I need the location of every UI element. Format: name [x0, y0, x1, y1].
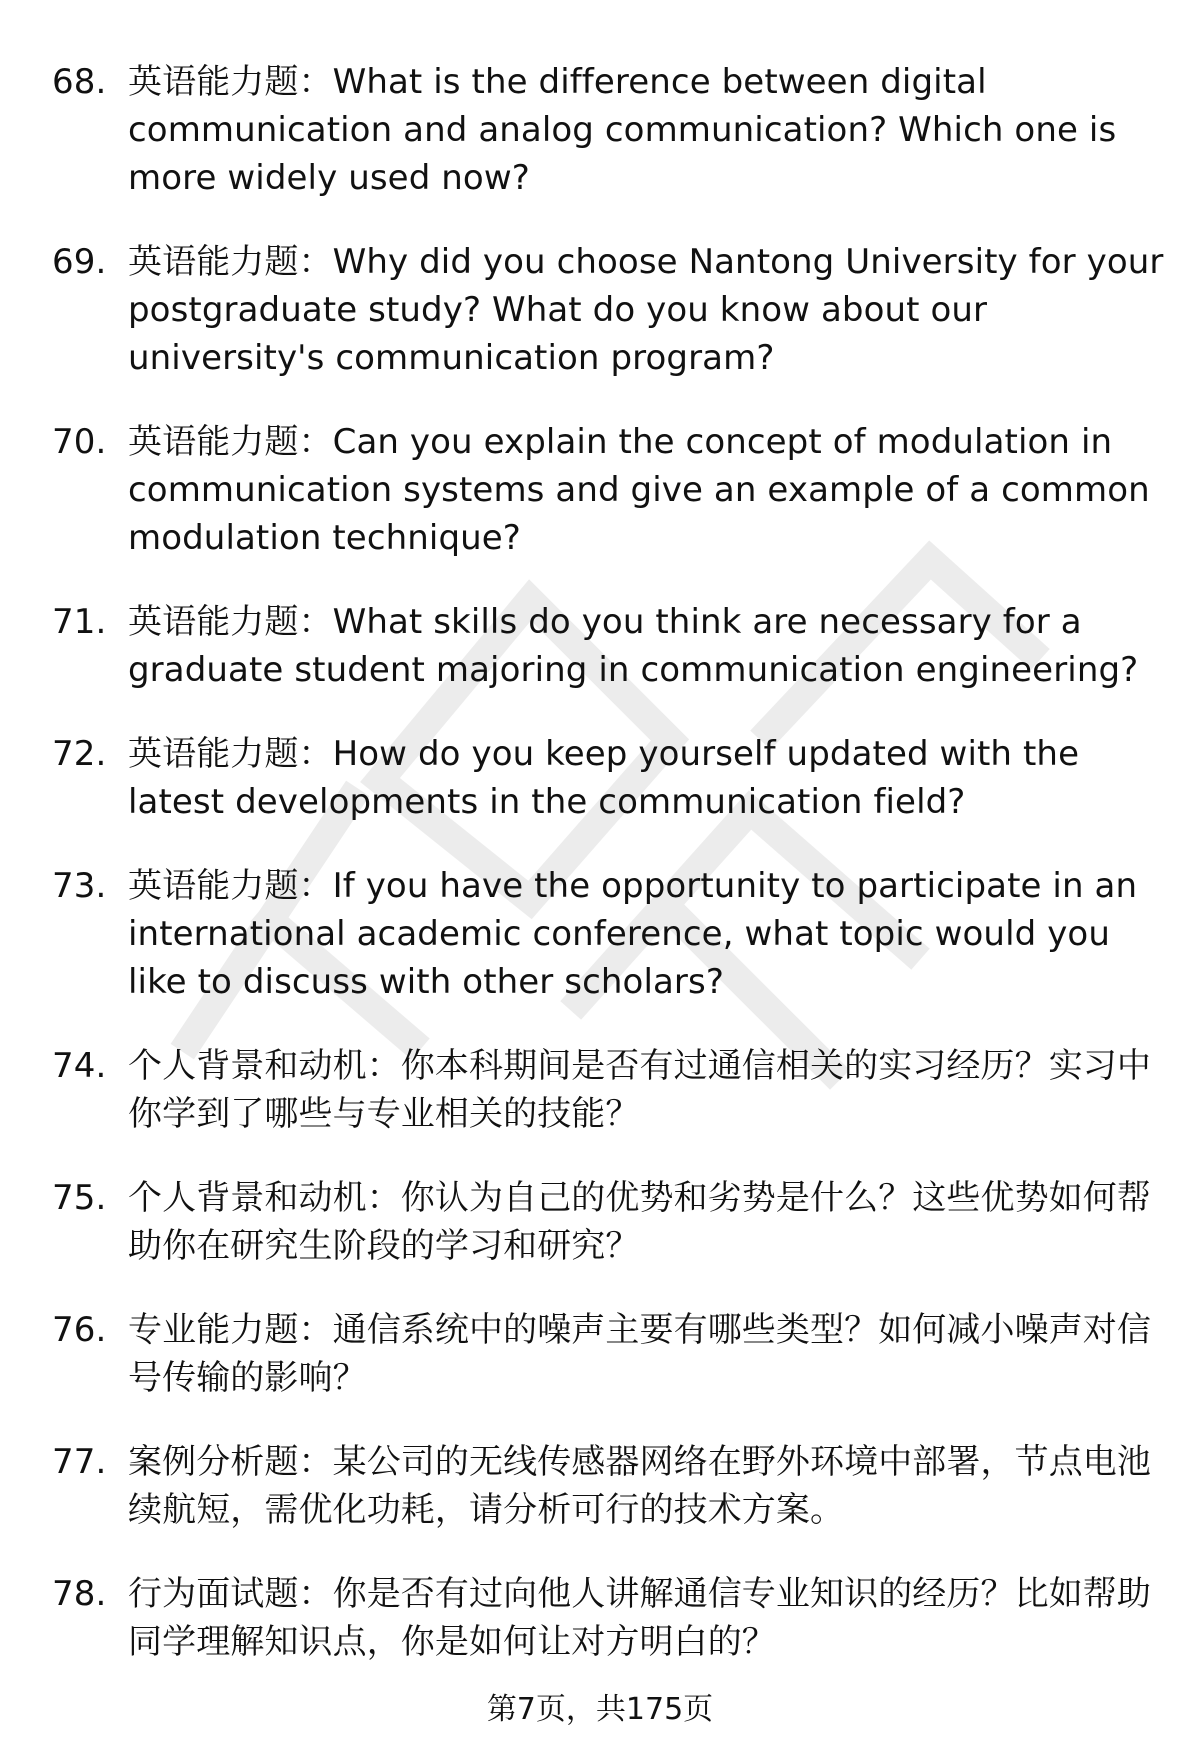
question-item	[52, 238, 1167, 382]
question-number: 68.	[52, 62, 107, 102]
question-item	[52, 1174, 1167, 1270]
question-item	[52, 1042, 1167, 1138]
question-number: 77.	[52, 1442, 107, 1482]
question-item	[52, 418, 1167, 562]
question-text: 英语能力题：Why did you choose Nantong University for your postgraduate study? What do you know about our university's communication program?	[128, 242, 1164, 378]
question-text: 专业能力题：通信系统中的噪声主要有哪些类型？如何减小噪声对信号传输的影响？	[128, 1310, 1151, 1398]
question-text: 案例分析题：某公司的无线传感器网络在野外环境中部署，节点电池续航短，需优化功耗，请分析可行的技术方案。	[128, 1442, 1151, 1530]
question-text: 英语能力题：What skills do you think are necessary for a graduate student majoring in communication engineering?	[128, 602, 1139, 690]
question-text: 英语能力题：If you have the opportunity to participate in an international academic conference, what topic would you like to discuss with other scholars?	[128, 866, 1138, 1002]
question-item	[52, 730, 1167, 826]
question-number: 75.	[52, 1178, 107, 1218]
question-text: 英语能力题：How do you keep yourself updated with the latest developments in the communication field?	[128, 734, 1080, 822]
question-item	[52, 862, 1167, 1006]
question-number: 71.	[52, 602, 107, 642]
question-item	[52, 1438, 1167, 1534]
question-number: 73.	[52, 866, 107, 906]
question-item	[52, 1570, 1167, 1666]
question-number: 69.	[52, 242, 107, 282]
question-number: 72.	[52, 734, 107, 774]
question-item	[52, 58, 1167, 202]
page-number: 第7页，共175页	[486, 1692, 714, 1727]
question-list	[52, 58, 1167, 1702]
question-item	[52, 1306, 1167, 1402]
question-text: 个人背景和动机：你认为自己的优势和劣势是什么？这些优势如何帮助你在研究生阶段的学习和研究？	[128, 1178, 1151, 1266]
question-text: 行为面试题：你是否有过向他人讲解通信专业知识的经历？比如帮助同学理解知识点，你是如何让对方明白的？	[128, 1574, 1151, 1662]
question-number: 76.	[52, 1310, 107, 1350]
question-number: 78.	[52, 1574, 107, 1614]
question-text: 英语能力题：Can you explain the concept of modulation in communication systems and give an example of a common modulation technique?	[128, 422, 1150, 558]
question-text: 个人背景和动机：你本科期间是否有过通信相关的实习经历？实习中你学到了哪些与专业相关的技能？	[128, 1046, 1151, 1134]
question-number: 74.	[52, 1046, 107, 1086]
question-item	[52, 598, 1167, 694]
question-number: 70.	[52, 422, 107, 462]
question-text: 英语能力题：What is the difference between digital communication and analog communication? Which one is more widely used now?	[128, 62, 1117, 198]
